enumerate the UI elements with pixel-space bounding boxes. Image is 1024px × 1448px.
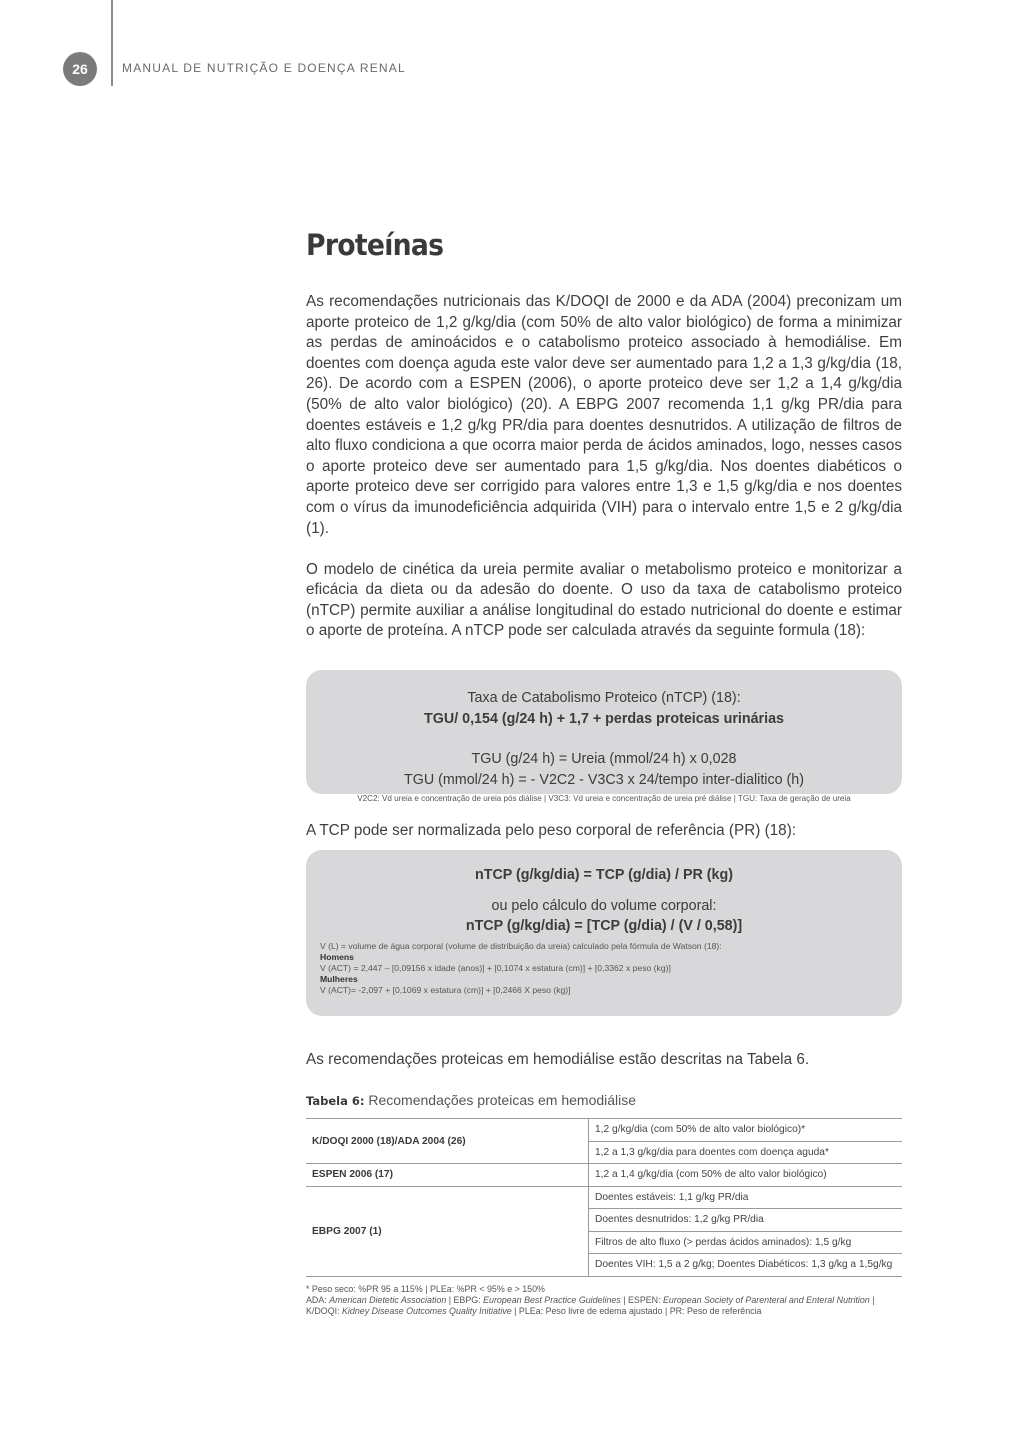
table-intro-text: As recomendações proteicas em hemodiálise estão descritas na Tabela 6. [306,1051,810,1068]
recommendation-cell: Doentes desnutridos: 1,2 g/kg PR/dia [589,1209,903,1232]
section-title: Proteínas [306,228,444,262]
table-caption-label: Tabela 6: [306,1094,365,1108]
tgu-formula-2: TGU (mmol/24 h) = - V2C2 - V3C3 x 24/tempo inter-dialitico (h) [403,771,805,788]
formula-box1-note: V2C2: Vd ureia e concentração de ureia pós diálise | V3C3: Vd ureia e concentração de ureia pré diálise | TGU: Taxa de geração de ureia [357,794,851,803]
source-cell: K/DOQI 2000 (18)/ADA 2004 (26) [306,1119,589,1164]
ntcp-formula-box [306,670,902,803]
recommendation-cell: Doentes estáveis: 1,1 g/kg PR/dia [589,1186,903,1209]
paragraph-urea-kinetics: O modelo de cinética da ureia permite avaliar o metabolismo proteico e monitorizar a eficácia da dieta ou da adesão do doente. O uso da taxa de catabolismo proteico (nTCP) permite auxiliar a análise longitudinal do estado nutricional do doente e estimar o aporte de proteína. A nTCP pode ser calculada através da seguinte formula (18): [306,560,902,640]
table-caption-text: Recomendações proteicas em hemodiálise [368,1092,637,1108]
paragraph-recommendations: As recomendações nutricionais das K/DOQI de 2000 e da ADA (2004) preconizam um aporte proteico de 1,2 g/kg/dia (com 50% de alto valor biológico) de forma a minimizar as perdas de aminoácidos e o catabolismo proteico associado à hemodiálise. Em doentes com doença aguda este valor deve ser aumentado para 1,2 a 1,3 g/kg/dia (18, 26). De acordo com a ESPEN (2006), o aporte proteico deve ser 1,2 a 1,4 g/kg/dia (50% de alto valor biológico) (20). A EBPG 2007 recomenda 1,1 g/kg PR/dia para doentes estáveis e 1,2 g/kg PR/dia para doentes desnutridos. A utilização de filtros de alto fluxo condiciona a que ocorra maior perda de ácidos aminados, logo, nesses casos o aporte proteico deve ser aumentado para 1,5 g/kg/dia. Nos doentes diabéticos o aporte proteico deve ser corrigido para valores entre 1,3 e 1,5 g/kg/dia e nos doentes com o vírus da imunodeficiência adquirida (VIH) para o intervalo entre 1,5 e 2 g/kg/dia (1). [306,293,902,537]
tgu-formula-1: TGU (g/24 h) = Ureia (mmol/24 h) x 0,028 [471,751,737,767]
volume-alt-label: ou pelo cálculo do volume corporal: [491,897,717,914]
recommendation-cell: Filtros de alto fluxo (> perdas ácidos aminados): 1,5 g/kg [589,1231,903,1254]
source-cell: ESPEN 2006 (17) [306,1164,589,1187]
recommendations-table [306,1118,902,1277]
table-caption [306,1092,902,1108]
ntcp-pr-formula: nTCP (g/kg/dia) = TCP (g/dia) / PR (kg) [474,867,734,883]
recommendation-cell: 1,2 a 1,4 g/kg/dia (com 50% de alto valor biológico) [589,1164,903,1187]
table-row [306,1186,902,1209]
ntcp-label: Taxa de Catabolismo Proteico (nTCP) (18): [467,690,741,706]
men-formula: V (ACT) = 2,447 – [0,09156 x idade (anos)] + [0,1074 x estatura (cm)] + [0,3362 x peso (kg)] [320,962,671,973]
watson-note: V (L) = volume de água corporal (volume de distribuição da ureia) calculado pela fórmula de Watson (18): [320,940,722,951]
table-footnotes [306,1284,902,1318]
ntcp-volume-formula: nTCP (g/kg/dia) = [TCP (g/dia) / (V / 0,58)] [465,918,743,934]
men-label: Homens [320,951,354,962]
footnote-weight: * Peso seco: %PR 95 a 115% | PLEa: %PR < 95% e > 150% [306,1283,545,1294]
footnote-abbreviations: ADA: American Dietetic Association | EBPG: European Best Practice Guidelines | ESPEN: European Society of Parenteral and Enteral Nutrition | K/DOQI: Kidney Disease Outcomes Quality Initiative | PLEa: Peso livre de edema ajustado | PR: Peso de referência [306,1294,875,1317]
table-row [306,1164,902,1187]
women-formula: V (ACT)= -2,097 + [0,1069 x estatura (cm)] + [0,2466 X peso (kg)] [320,985,571,996]
normalization-formula-box [306,850,902,1016]
header-divider [111,0,113,86]
table-row [306,1119,902,1142]
women-label: Mulheres [320,974,358,985]
main-content [306,228,902,1318]
recommendation-cell: 1,2 g/kg/dia (com 50% de alto valor biológico)* [589,1119,903,1142]
tcp-normalization-text: A TCP pode ser normalizada pelo peso corporal de referência (PR) (18): [306,822,797,839]
ntcp-formula: TGU/ 0,154 (g/24 h) + 1,7 + perdas proteicas urinárias [424,710,784,727]
recommendation-cell: 1,2 a 1,3 g/kg/dia para doentes com doença aguda* [589,1141,903,1164]
recommendation-cell: Doentes VIH: 1,5 a 2 g/kg; Doentes Diabéticos: 1,3 g/kg a 1,5g/kg [589,1254,903,1277]
running-title: MANUAL DE NUTRIÇÃO E DOENÇA RENAL [122,61,406,75]
page-number-badge: 26 [63,52,97,86]
source-cell: EBPG 2007 (1) [306,1186,589,1276]
